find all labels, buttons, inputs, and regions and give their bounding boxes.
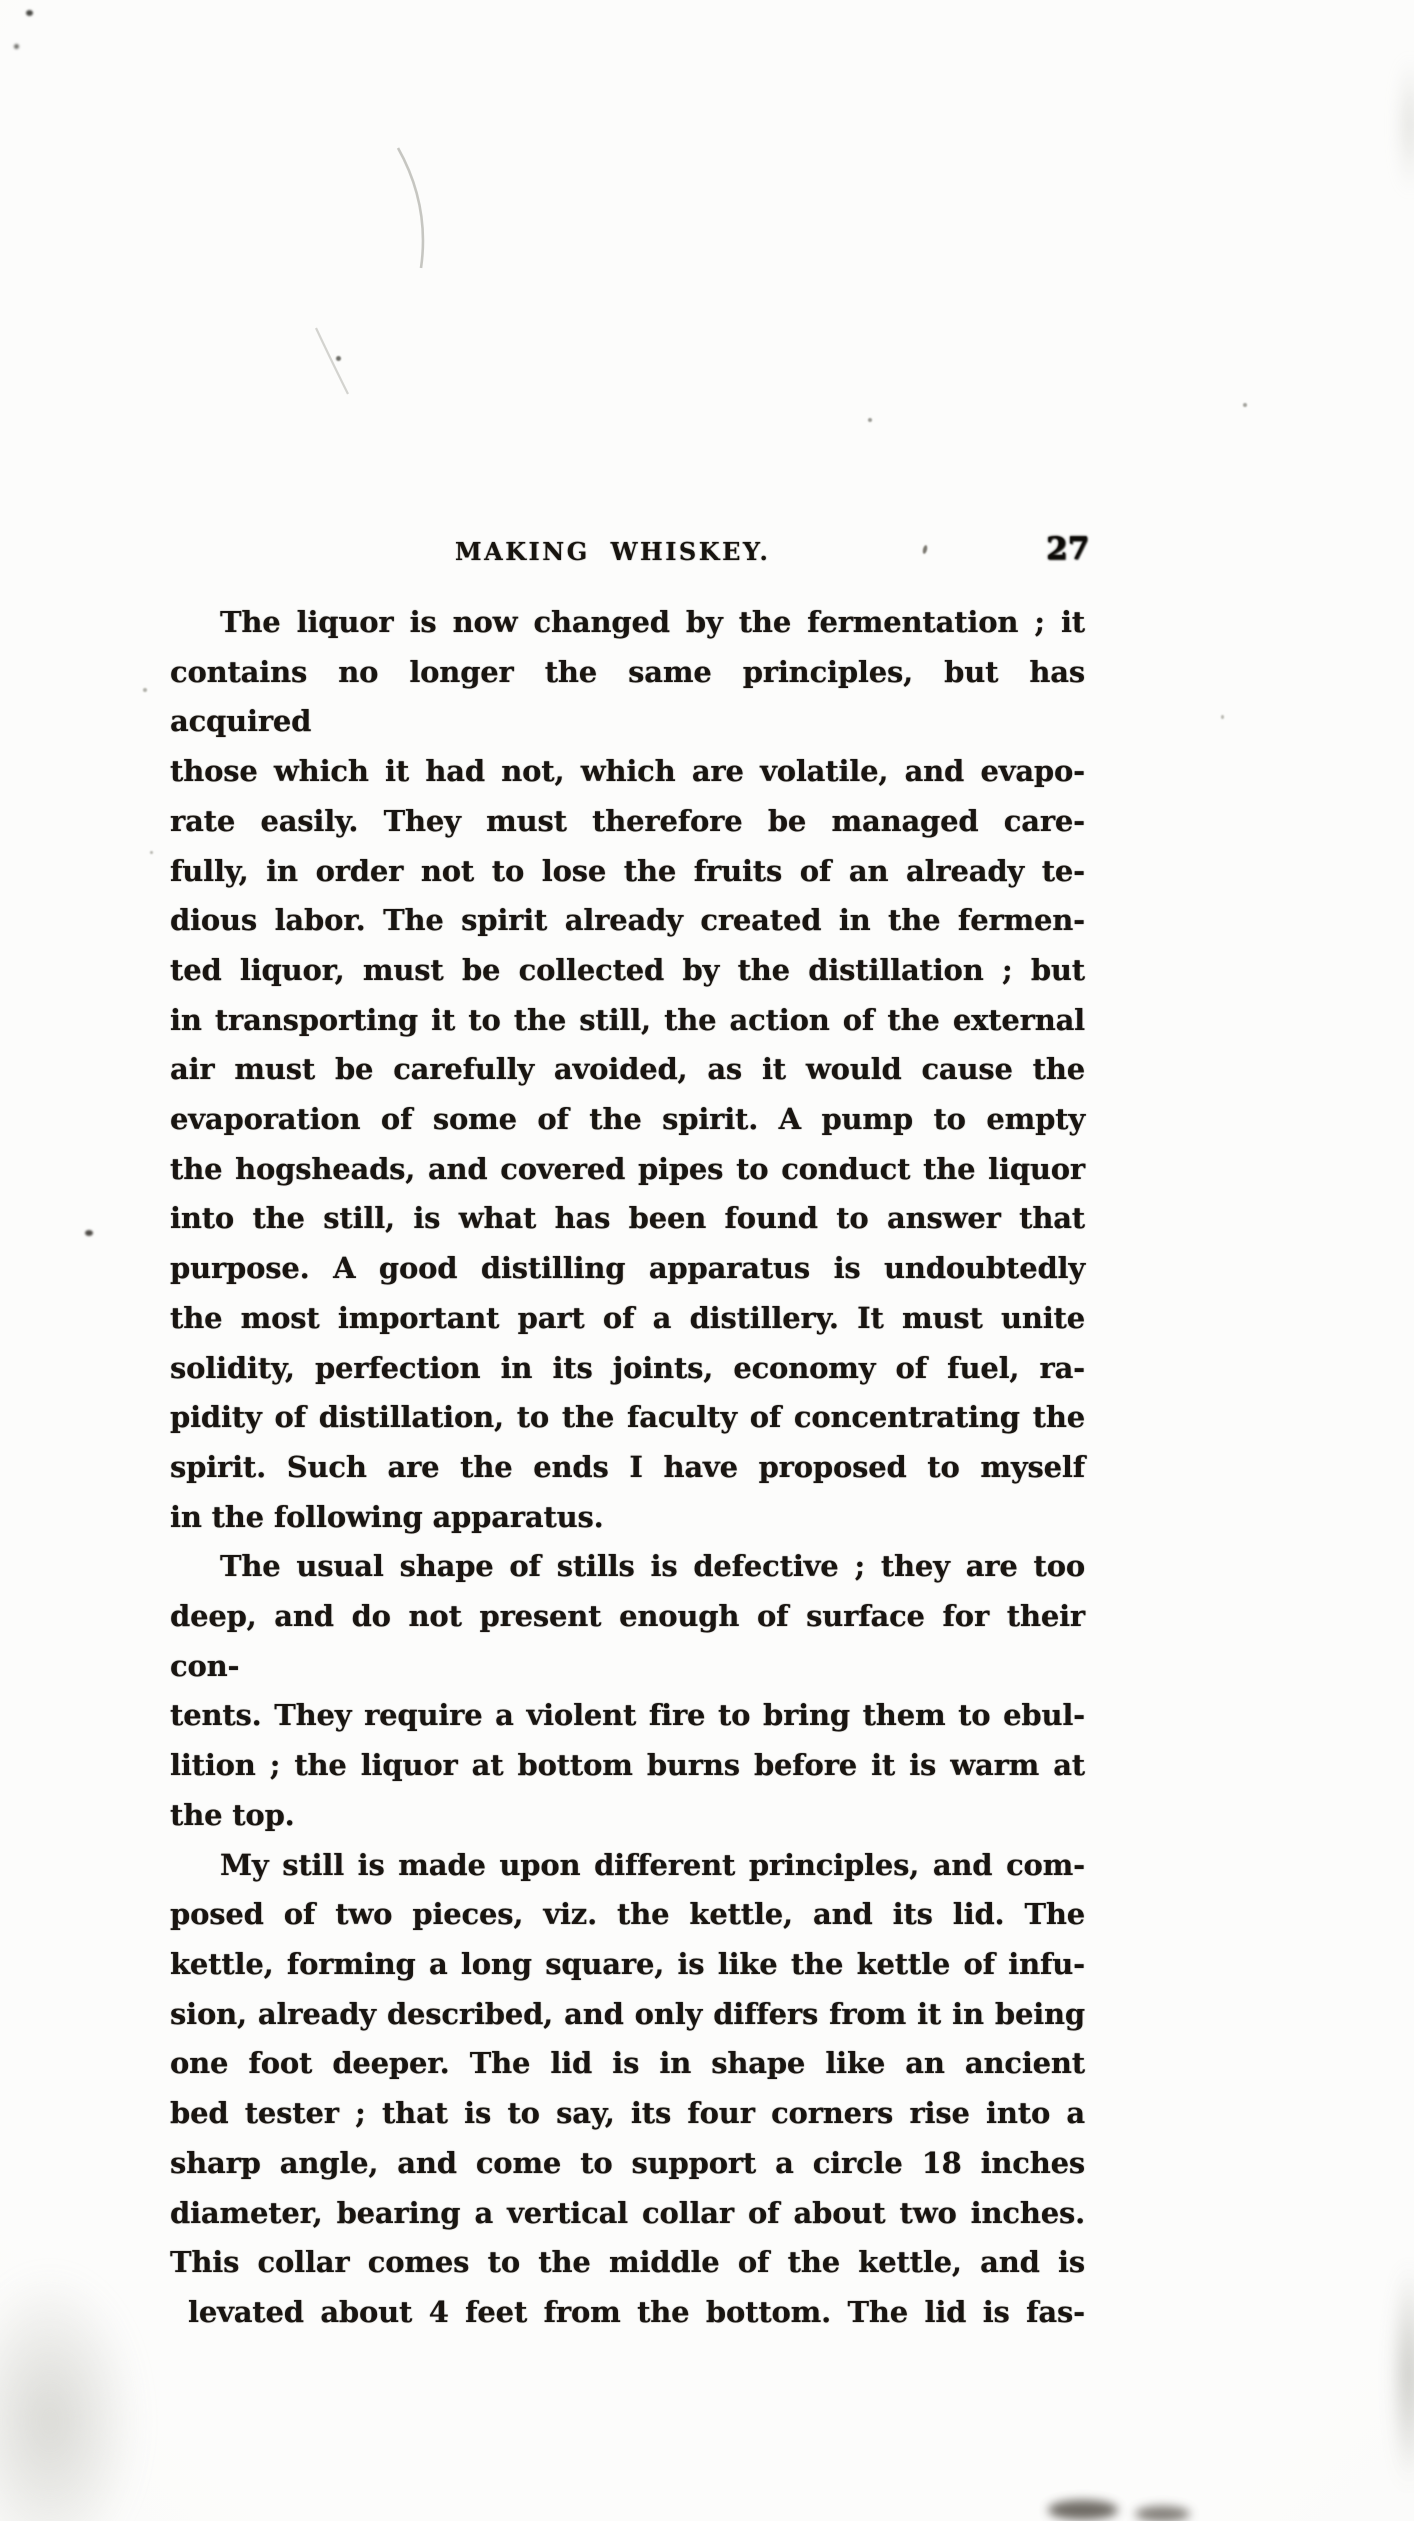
scan-smudge-bottom — [1048, 2500, 1118, 2520]
text-line: ted liquor, must be collected by the distillation ; but — [170, 952, 1085, 987]
text-line: solidity, perfection in its joints, economy of fuel, ra- — [170, 1350, 1085, 1385]
text-line: rate easily. They must therefore be managed care- — [170, 803, 1085, 838]
text-line: My still is made upon different principles, and com- — [220, 1847, 1085, 1882]
text-line: spirit. Such are the ends I have proposed to myself — [170, 1449, 1085, 1484]
text-line: those which it had not, which are volatile, and evapo- — [170, 754, 1085, 789]
page-number: 27 — [1046, 531, 1090, 567]
text-line: into the still, is what has been found to answer that — [170, 1201, 1085, 1236]
text-line: The usual shape of stills is defective ; they are too — [220, 1549, 1085, 1584]
text-line: dious labor. The spirit already created in the fermen- — [170, 903, 1085, 938]
text-line: fully, in order not to lose the fruits of an already te- — [170, 853, 1085, 888]
text-line: lition ; the liquor at bottom burns before it is warm at — [170, 1748, 1085, 1783]
scan-smudge-bottom — [1135, 2506, 1190, 2521]
text-line: contains no longer the same principles, but has acquired — [170, 654, 1085, 739]
scan-speck — [85, 1230, 93, 1236]
text-line: the hogsheads, and covered pipes to conduct the liquor — [170, 1151, 1085, 1186]
page-text — [170, 598, 1085, 2338]
text-line: purpose. A good distilling apparatus is undoubtedly — [170, 1251, 1085, 1286]
scan-speck — [150, 851, 153, 854]
text-line: one foot deeper. The lid is in shape like an ancient — [170, 2046, 1085, 2081]
scan-speck — [868, 418, 872, 422]
text-line: bed tester ; that is to say, its four corners rise into a — [170, 2096, 1085, 2131]
text-line: pidity of distillation, to the faculty of concentrating the — [170, 1400, 1085, 1435]
scan-speck — [922, 545, 928, 555]
scan-speck — [1243, 403, 1247, 407]
text-line: in the following apparatus. — [170, 1499, 604, 1534]
scan-speck — [143, 688, 147, 692]
running-title: MAKING WHISKEY. — [455, 537, 771, 566]
scan-speck — [336, 356, 341, 361]
text-line: the top. — [170, 1797, 295, 1832]
scan-shadow-top-right — [1398, 55, 1414, 195]
text-line: posed of two pieces, viz. the kettle, and its lid. The — [170, 1897, 1085, 1932]
text-line: The liquor is now changed by the fermentation ; it — [220, 605, 1085, 639]
scan-speck — [1221, 715, 1224, 719]
text-line: levated about 4 feet from the bottom. The lid is fas- — [188, 2294, 1085, 2329]
text-line: the most important part of a distillery. It must unite — [170, 1300, 1085, 1335]
text-line: in transporting it to the still, the action of the external — [170, 1002, 1085, 1037]
scan-shadow-right-edge — [1394, 2260, 1414, 2490]
text-line: deep, and do not present enough of surface for their con- — [170, 1599, 1085, 1683]
text-line: tents. They require a violent fire to bring them to ebul- — [170, 1698, 1085, 1733]
scan-shadow-bottom-left — [0, 2271, 140, 2521]
text-line: sion, already described, and only differs from it in being — [170, 1996, 1085, 2031]
scan-speck — [26, 10, 33, 16]
text-line: diameter, bearing a vertical collar of about two inches. — [170, 2195, 1085, 2230]
text-line: kettle, forming a long square, is like the kettle of infu- — [170, 1946, 1085, 1981]
scan-speck — [14, 44, 19, 49]
text-line: This collar comes to the middle of the kettle, and is — [170, 2245, 1085, 2280]
text-line: sharp angle, and come to support a circle 18 inches — [170, 2145, 1085, 2180]
text-line: evaporation of some of the spirit. A pump to empty — [170, 1102, 1085, 1137]
text-line: air must be carefully avoided, as it would cause the — [170, 1052, 1085, 1087]
